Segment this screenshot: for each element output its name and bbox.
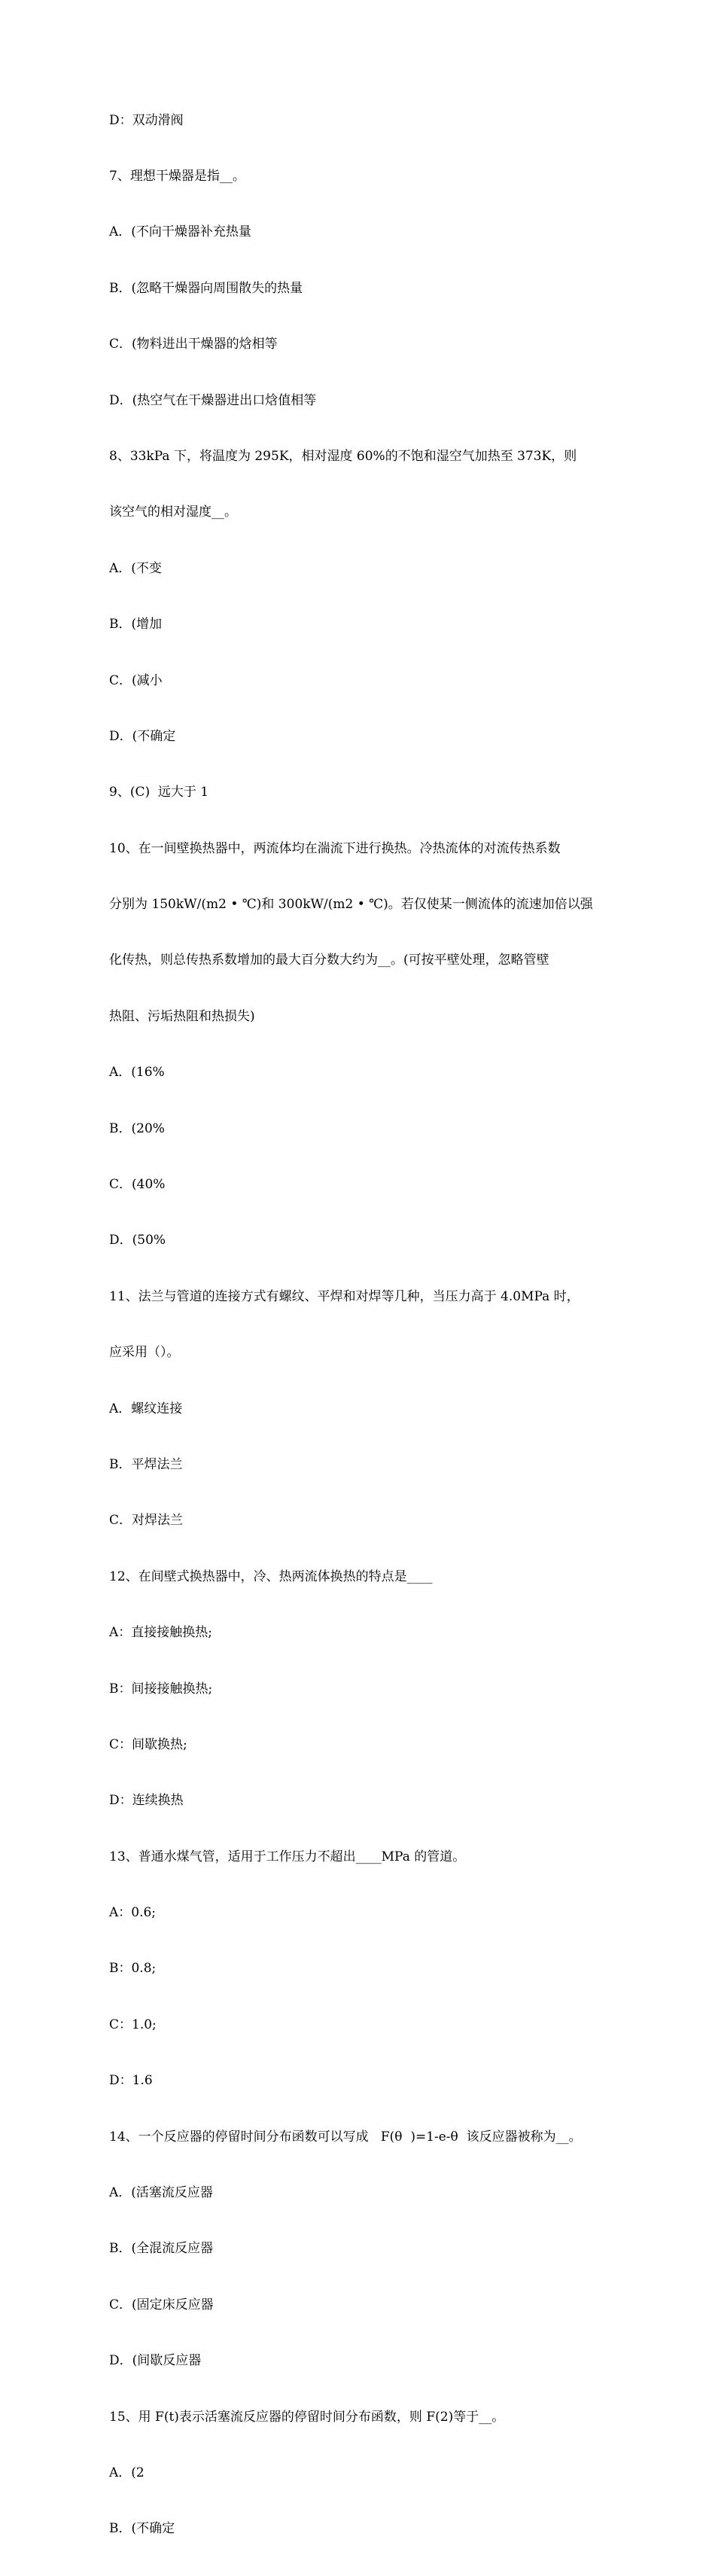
option-line: A．(活塞流反应器 <box>109 2185 213 2201</box>
question-line: 9、(C) 远大于 1 <box>109 785 209 800</box>
question-line: 8、33kPa 下，将温度为 295K，相对湿度 60%的不饱和湿空气加热至 373K，则 <box>109 448 577 464</box>
document-body <box>109 74 613 2576</box>
option-line: D．(热空气在干燥器进出口焓值相等 <box>109 392 317 408</box>
question-line: 11、法兰与管道的连接方式有螺纹、平焊和对焊等几种，当压力高于 4.0MPa 时， <box>109 1288 580 1304</box>
question-line: 12、在间壁式换热器中，冷、热两流体换热的特点是____ <box>109 1568 433 1584</box>
option-line: D．(50% <box>109 1233 166 1248</box>
option-line: D：连续换热 <box>109 1793 184 1809</box>
option-line: D：1.6 <box>109 2073 153 2089</box>
option-line: B．(全混流反应器 <box>109 2241 214 2257</box>
option-line: A．(不变 <box>109 560 162 576</box>
option-line: D．(不确定 <box>109 728 176 744</box>
option-line: C．(固定床反应器 <box>109 2297 214 2312</box>
option-line: C．对焊法兰 <box>109 1513 184 1529</box>
option-line: B．(20% <box>109 1120 165 1136</box>
option-line: C．(物料进出干燥器的焓相等 <box>109 337 278 352</box>
option-line: A．(2 <box>109 2465 145 2480</box>
question-line: 热阻、污垢热阻和热损失) <box>109 1008 255 1024</box>
option-line: A：直接接触换热; <box>109 1625 213 1641</box>
option-line: A．螺纹连接 <box>109 1401 183 1416</box>
option-line: C：1.0; <box>109 2017 157 2032</box>
question-line: 13、普通水煤气管，适用于工作压力不超出____MPa 的管道。 <box>109 1849 466 1864</box>
question-line: 15、用 F(t)表示活塞流反应器的停留时间分布函数，则 F(2)等于__。 <box>109 2409 505 2425</box>
question-line: 分别为 150kW/(m2 • ℃)和 300kW/(m2 • ℃)。若仅使某一侧流体的流速加倍以强 <box>109 897 593 913</box>
option-line: B．(不确定 <box>109 2521 175 2537</box>
option-line: B：间接接触换热; <box>109 1681 213 1697</box>
option-line: B．(忽略干燥器向周围散失的热量 <box>109 280 303 296</box>
option-line: C．(减小 <box>109 672 163 688</box>
option-line: A．(不向干燥器补充热量 <box>109 224 251 240</box>
option-line: B．(增加 <box>109 617 163 633</box>
option-line: D：双动滑阀 <box>109 112 184 128</box>
option-line: B．平焊法兰 <box>109 1456 183 1472</box>
question-line: 化传热，则总传热系数增加的最大百分数大约为__。(可按平壁处理，忽略管壁 <box>109 953 549 968</box>
option-line: C．(40% <box>109 1177 166 1193</box>
option-line: A：0.6; <box>109 1905 157 1921</box>
option-line: A．(16% <box>109 1065 165 1081</box>
option-line: D．(间歇反应器 <box>109 2353 202 2369</box>
question-line: 该空气的相对湿度__。 <box>109 505 237 520</box>
option-line: C：间歇换热; <box>109 1736 187 1752</box>
question-line: 10、在一间壁换热器中，两流体均在湍流下进行换热。冷热流体的对流传热系数 <box>109 840 561 856</box>
question-line: 14、一个反应器的停留时间分布函数可以写成 F(θ )=1-e-θ 该反应器被称为__。 <box>109 2129 582 2145</box>
option-line: B：0.8; <box>109 1961 157 1977</box>
question-line: 应采用（）。 <box>109 1345 180 1361</box>
question-line: 7、理想干燥器是指__。 <box>109 168 245 184</box>
